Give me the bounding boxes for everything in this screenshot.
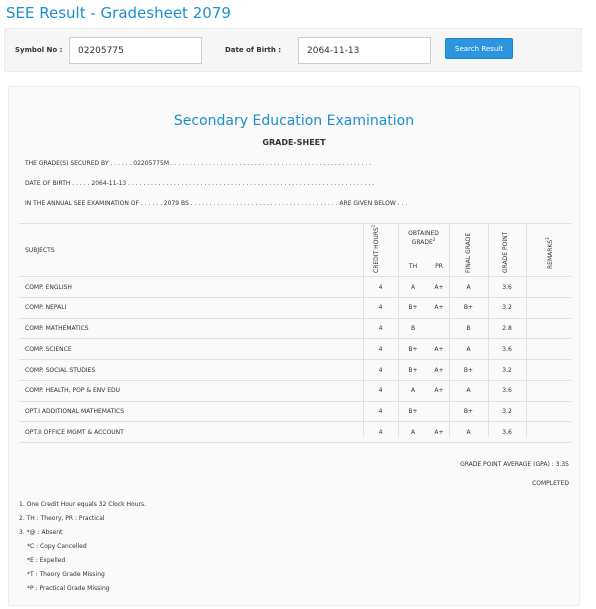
credit-cell: 4 <box>378 304 383 311</box>
th-cell: A <box>410 387 416 394</box>
pr-cell: A+ <box>434 284 444 291</box>
footnote: *C : Copy Cancelled <box>27 543 87 550</box>
th-cell: B+ <box>408 408 418 415</box>
final-grade-header: FINAL GRADE <box>465 232 472 273</box>
exam-line: IN THE ANNUAL SEE EXAMINATION OF . . . . . . 2079 BS . . . . . . . . . . . . . . . . . . . . . . . . . . . . . . . . . . . . . . . ARE GIVEN BELOW . . . <box>25 200 408 207</box>
footnote: 2. TH : Theory, PR : Practical <box>19 515 105 522</box>
row-divider <box>19 318 571 319</box>
final-grade-cell: B <box>466 325 471 332</box>
gpa-summary: GRADE POINT AVERAGE (GPA) : 3.35 <box>460 461 569 468</box>
col-divider <box>526 223 527 437</box>
footnote: 1. One Credit Hour equals 32 Clock Hours. <box>19 501 146 508</box>
th-cell: B+ <box>408 367 418 374</box>
grade-point-cell: 3.6 <box>502 284 512 291</box>
dob-label: Date of Birth : <box>225 46 282 54</box>
search-result-button[interactable]: Search Result <box>445 38 513 59</box>
pr-header: PR <box>435 263 443 270</box>
footnote: *P : Practical Grade Missing <box>27 585 110 592</box>
page-title: SEE Result - Gradesheet 2079 <box>6 4 231 22</box>
table-bottom-border <box>19 442 571 443</box>
th-cell: A <box>410 284 416 291</box>
grade-point-cell: 3.6 <box>502 346 512 353</box>
th-cell: B <box>410 325 416 332</box>
subject-cell: OPT.I ADDITIONAL MATHEMATICS <box>25 408 125 415</box>
credit-cell: 4 <box>378 346 383 353</box>
row-divider <box>19 401 571 402</box>
subject-cell: COMP. SCIENCE <box>25 346 72 353</box>
search-form <box>4 28 582 72</box>
th-header: TH <box>408 263 418 270</box>
dob-input[interactable] <box>298 37 431 64</box>
obtained-grade-header: OBTAINED GRADE$^2$ <box>408 230 439 246</box>
subjects-header: SUBJECTS <box>25 247 55 254</box>
remarks-header: REMARKS$^3$ <box>545 237 554 269</box>
credit-cell: 4 <box>378 408 383 415</box>
dob-line: DATE OF BIRTH . . . . . 2064-11-13 . . . . . . . . . . . . . . . . . . . . . . . . . . . . . . . . . . . . . . . . . . . . . . . . . . . . . . . . . . . . . . . . . <box>25 180 375 187</box>
symbol-label: Symbol No : <box>15 46 63 54</box>
row-divider <box>19 421 571 422</box>
final-grade-cell: A <box>466 346 471 353</box>
footnote: 3. *@ : Absent <box>19 529 63 536</box>
final-grade-cell: A <box>466 284 471 291</box>
pr-cell: A+ <box>434 429 444 436</box>
credit-cell: 4 <box>378 325 383 332</box>
credit-cell: 4 <box>378 387 383 394</box>
final-grade-cell: B+ <box>463 367 474 374</box>
final-grade-cell: A <box>466 429 471 436</box>
th-cell: B+ <box>408 304 418 311</box>
subject-cell: COMP. SOCIAL STUDIES <box>25 367 96 374</box>
footnote: *E : Expelled <box>27 557 66 564</box>
subject-cell: COMP. MATHEMATICS <box>25 325 89 332</box>
grade-point-cell: 3.6 <box>502 387 512 394</box>
final-grade-cell: A <box>466 387 471 394</box>
final-grade-cell: B+ <box>463 304 474 311</box>
subject-cell: COMP. ENGLISH <box>25 284 72 291</box>
subject-cell: COMP. HEALTH, POP & ENV EDU <box>25 387 121 394</box>
grade-point-cell: 3.2 <box>502 408 512 415</box>
status-text: COMPLETED <box>532 480 569 487</box>
final-grade-cell: B+ <box>463 408 474 415</box>
grade-point-cell: 3.2 <box>502 304 512 311</box>
subject-cell: OPT.II OFFICE MGMT & ACCOUNT <box>25 429 124 436</box>
pr-cell: A+ <box>434 367 444 374</box>
pr-cell: A+ <box>434 346 444 353</box>
credit-cell: 4 <box>378 367 383 374</box>
credit-hours-header: CREDIT HOURS$^1$ <box>371 224 380 273</box>
header-bottom-border <box>19 276 571 277</box>
grade-point-cell: 2.8 <box>502 325 512 332</box>
grade-point-header: GRADE POINT <box>502 231 509 273</box>
exam-title: Secondary Education Examination <box>173 113 415 129</box>
pr-cell: A+ <box>434 387 444 394</box>
symbol-input[interactable] <box>69 37 202 64</box>
grade-point-cell: 3.6 <box>502 429 512 436</box>
row-divider <box>19 380 571 381</box>
row-divider <box>19 338 571 339</box>
footnote: *T : Theory Grade Missing <box>27 571 105 578</box>
th-cell: B+ <box>408 346 418 353</box>
credit-cell: 4 <box>378 284 383 291</box>
col-divider <box>398 223 399 437</box>
row-divider <box>19 359 571 360</box>
th-cell: A <box>410 429 416 436</box>
secured-by-line: THE GRADE(S) SECURED BY . . . . . . 02205775M . . . . . . . . . . . . . . . . . . . . . . . . . . . . . . . . . . . . . . . . . . . . . . . . . . . . . <box>25 160 372 167</box>
pr-cell: A+ <box>434 304 444 311</box>
grade-point-cell: 3.2 <box>502 367 512 374</box>
credit-cell: 4 <box>378 429 383 436</box>
subject-cell: COMP. NEPALI <box>25 304 67 311</box>
grade-sheet <box>8 86 580 606</box>
grade-sheet-title: GRADE-SHEET <box>262 138 326 147</box>
row-divider <box>19 297 571 298</box>
